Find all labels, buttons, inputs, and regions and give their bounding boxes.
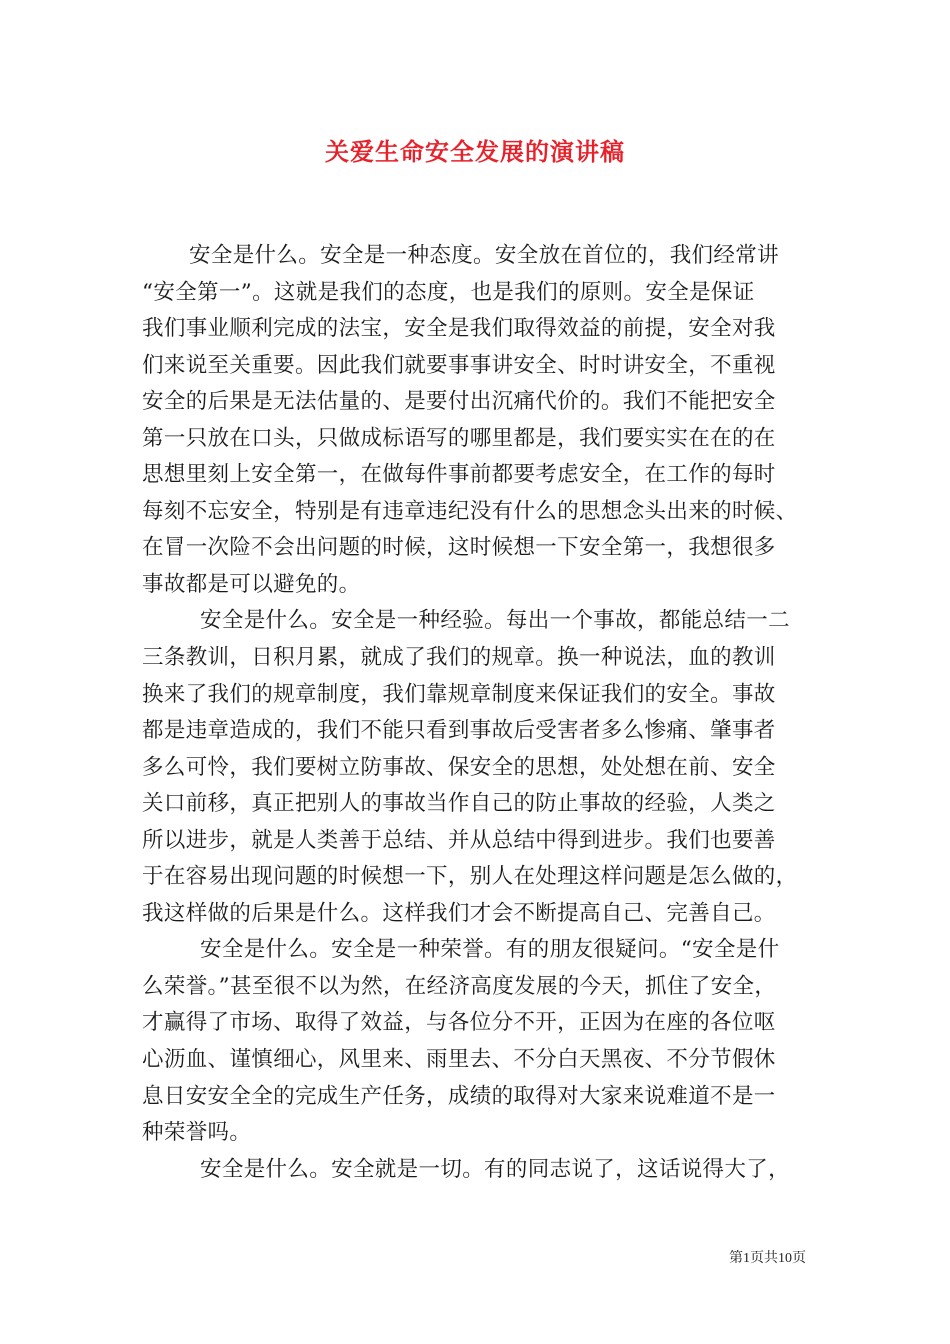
text-line: 关口前移，真正把别人的事故当作自己的防止事故的经验，人类之 — [142, 791, 776, 817]
document-body — [142, 238, 810, 1188]
text-line: 在冒一次险不会出问题的时候，这时候想一下安全第一，我想很多 — [142, 535, 776, 561]
text-line: 息日安安全全的完成生产任务，成绩的取得对大家来说难道不是一 — [142, 1083, 776, 1109]
current-page-number: 1 — [743, 1251, 750, 1266]
text-line: 安全是什么。安全是一种态度。安全放在首位的，我们经常讲 — [189, 243, 779, 268]
footer-suffix: 页 — [792, 1250, 806, 1266]
text-line: 才赢得了市场、取得了效益，与各位分不开，正因为在座的各位呕 — [142, 1010, 776, 1036]
text-line: 三条教训，日积月累，就成了我们的规章。换一种说法，血的教训 — [142, 645, 776, 671]
text-line: 我们事业顺利完成的法宝，安全是我们取得效益的前提，安全对我 — [142, 316, 776, 342]
text-line: 每刻不忘安全，特别是有违章违纪没有什么的思想念头出来的时候、 — [142, 498, 798, 524]
footer-middle: 页共 — [750, 1250, 778, 1266]
text-line: 换来了我们的规章制度，我们靠规章制度来保证我们的安全。事故 — [142, 681, 776, 707]
total-page-count: 10 — [778, 1251, 792, 1266]
text-line: 安全的后果是无法估量的、是要付出沉痛代价的。我们不能把安全 — [142, 389, 776, 415]
text-line: 多么可怜，我们要树立防事故、保安全的思想，处处想在前、安全 — [142, 754, 776, 780]
footer-prefix: 第 — [729, 1250, 743, 1266]
text-line: 心沥血、谨慎细心，风里来、雨里去、不分白天黑夜、不分节假休 — [142, 1047, 776, 1073]
text-line: 安全是什么。安全是一种荣誉。有的朋友很疑问。“安全是什 — [200, 937, 780, 963]
text-line: 么荣誉。”甚至很不以为然，在经济高度发展的今天，抓住了安全， — [142, 973, 777, 999]
text-line: 我这样做的后果是什么。这样我们才会不断提高自己、完善自己。 — [142, 900, 776, 926]
document-title: 关爱生命安全发展的演讲稿 — [325, 137, 625, 166]
text-line: 安全是什么。安全就是一切。有的同志说了，这话说得大了， — [200, 1156, 790, 1182]
text-line: 们来说至关重要。因此我们就要事事讲安全、时时讲安全，不重视 — [142, 352, 776, 378]
text-line: 都是违章造成的，我们不能只看到事故后受害者多么惨痛、肇事者 — [142, 718, 776, 744]
text-line: 所以进步，就是人类善于总结、并从总结中得到进步。我们也要善 — [142, 827, 776, 853]
text-line: 种荣誉吗。 — [142, 1120, 252, 1146]
text-line: “安全第一”。这就是我们的态度，也是我们的原则。安全是保证 — [142, 279, 755, 305]
text-line: 安全是什么。安全是一种经验。每出一个事故，都能总结一二 — [200, 608, 790, 634]
text-line: 于在容易出现问题的时候想一下，别人在处理这样问题是怎么做的， — [142, 864, 798, 890]
page-number-footer — [729, 1247, 806, 1267]
text-line: 事故都是可以避免的。 — [142, 571, 361, 597]
text-line: 思想里刻上安全第一，在做每件事前都要考虑安全，在工作的每时 — [142, 462, 776, 488]
text-line: 第一只放在口头，只做成标语写的哪里都是，我们要实实在在的在 — [142, 425, 776, 451]
